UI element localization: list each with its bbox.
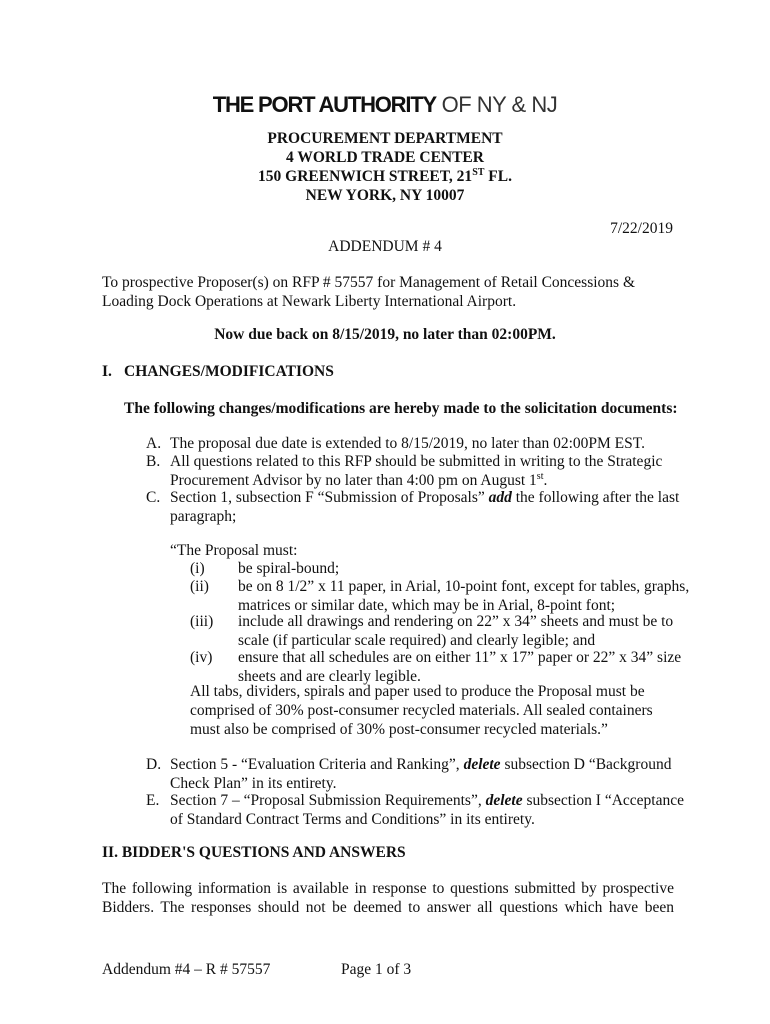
list-text-post: subsection D “Background Check Plan” in its entirety. [170, 756, 672, 792]
due-date-line: Now due back on 8/15/2019, no later than 02:00PM. [214, 326, 556, 343]
list-text-post: the following after the last paragraph; [170, 489, 680, 525]
section-2-title: BIDDER'S QUESTIONS AND ANSWERS [121, 844, 406, 861]
list-item-a [146, 434, 686, 453]
section-2-heading [102, 843, 406, 862]
list-text-pre: Section 7 – “Proposal Submission Requirements”, [170, 792, 486, 809]
list-text [170, 488, 686, 526]
header-line-3-pre: 150 GREENWICH STREET, 21 [258, 168, 473, 185]
list-text-pre: Section 1, subsection F “Submission of Proposals” [170, 489, 489, 506]
roman-text: ensure that all schedules are on either 11” x 17” paper or 22” x 34” size sheets and are clearly legible. [238, 649, 682, 685]
list-text-post: subsection I “Acceptance of Standard Contract Terms and Conditions” in its entirety. [170, 792, 684, 828]
list-text-emphasis: delete [485, 792, 523, 809]
section-1-heading [102, 362, 334, 381]
roman-numeral: (i) [190, 560, 205, 577]
roman-item-i [190, 559, 690, 578]
section-1-number: I. [102, 363, 112, 380]
roman-numeral: (iii) [190, 613, 214, 630]
header-line-4: NEW YORK, NY 10007 [305, 187, 465, 204]
list-text-main: All questions related to this RFP should be submitted in writing to the Strategic Procurement Advisor by no later than 4:00 pm on August 1 [170, 453, 663, 489]
logo-light-text: OF NY & NJ [436, 92, 558, 117]
section-2-number: II. [102, 844, 118, 861]
list-letter: E. [146, 792, 160, 809]
list-letter: B. [146, 453, 161, 470]
roman-item-iv [190, 648, 690, 686]
header-line-1: PROCUREMENT DEPARTMENT [267, 130, 503, 147]
footer-addendum-ref: Addendum #4 – R # 57557 [102, 961, 271, 978]
list-text [170, 452, 686, 490]
roman-item-iii [190, 612, 690, 650]
list-letter: A. [146, 435, 162, 452]
list-text-end: . [543, 472, 548, 489]
section-1-title: CHANGES/MODIFICATIONS [124, 363, 334, 380]
roman-numeral: (iv) [190, 649, 213, 666]
list-letter: C. [146, 489, 161, 506]
footer-page-number: Page 1 of 3 [341, 961, 412, 978]
list-letter: D. [146, 756, 162, 773]
quote-intro: “The Proposal must: [170, 542, 298, 559]
list-text [170, 755, 686, 793]
logo-bold-text: THE PORT AUTHORITY [212, 92, 436, 117]
document-date: 7/22/2019 [610, 220, 673, 237]
list-item-c [146, 488, 686, 526]
list-item-e [146, 791, 686, 829]
list-item-d [146, 755, 686, 793]
closing-paragraph: All tabs, dividers, spirals and paper used to produce the Proposal must be comprised of 30% post-consumer recycled materials. All sealed containers must also be comprised of 30% post-consumer recycled materials.” [190, 683, 653, 738]
list-text-emphasis: add [488, 489, 512, 506]
header-line-3-post: FL. [484, 168, 512, 185]
list-text: The proposal due date is extended to 8/15/2019, no later than 02:00PM EST. [170, 435, 645, 452]
section-1-subheading: The following changes/modifications are hereby made to the solicitation documents: [124, 400, 678, 417]
roman-numeral: (ii) [190, 578, 209, 595]
section-2-line-2: Bidders. The responses should not be deemed to answer all questions which have been [102, 899, 674, 916]
roman-text: include all drawings and rendering on 22” x 34” sheets and must be to scale (if particular scale required) and clearly legible; and [238, 613, 674, 649]
roman-item-ii [190, 577, 690, 615]
section-2-line-1: The following information is available in response to questions submitted by prospective [102, 880, 674, 897]
list-item-b [146, 452, 686, 490]
roman-text: be on 8 1/2” x 11 paper, in Arial, 10-point font, except for tables, graphs, matrices or similar date, which may be in Arial, 8-point font; [238, 578, 690, 614]
header-line-2: 4 WORLD TRADE CENTER [286, 149, 484, 166]
header-line-3 [0, 167, 770, 186]
roman-text: be spiral-bound; [238, 560, 340, 577]
list-text-pre: Section 5 - “Evaluation Criteria and Ranking”, [170, 756, 464, 773]
section-2-paragraph [102, 879, 674, 917]
intro-paragraph: To prospective Proposer(s) on RFP # 57557 for Management of Retail Concessions & Loading Dock Operations at Newark Liberty International Airport. [102, 274, 636, 310]
list-text [170, 791, 686, 829]
port-authority-logo [0, 92, 770, 118]
list-text-sup: st [536, 471, 544, 482]
list-text-emphasis: delete [463, 756, 501, 773]
header-line-3-sup: ST [472, 167, 485, 178]
addendum-title: ADDENDUM # 4 [328, 238, 442, 255]
